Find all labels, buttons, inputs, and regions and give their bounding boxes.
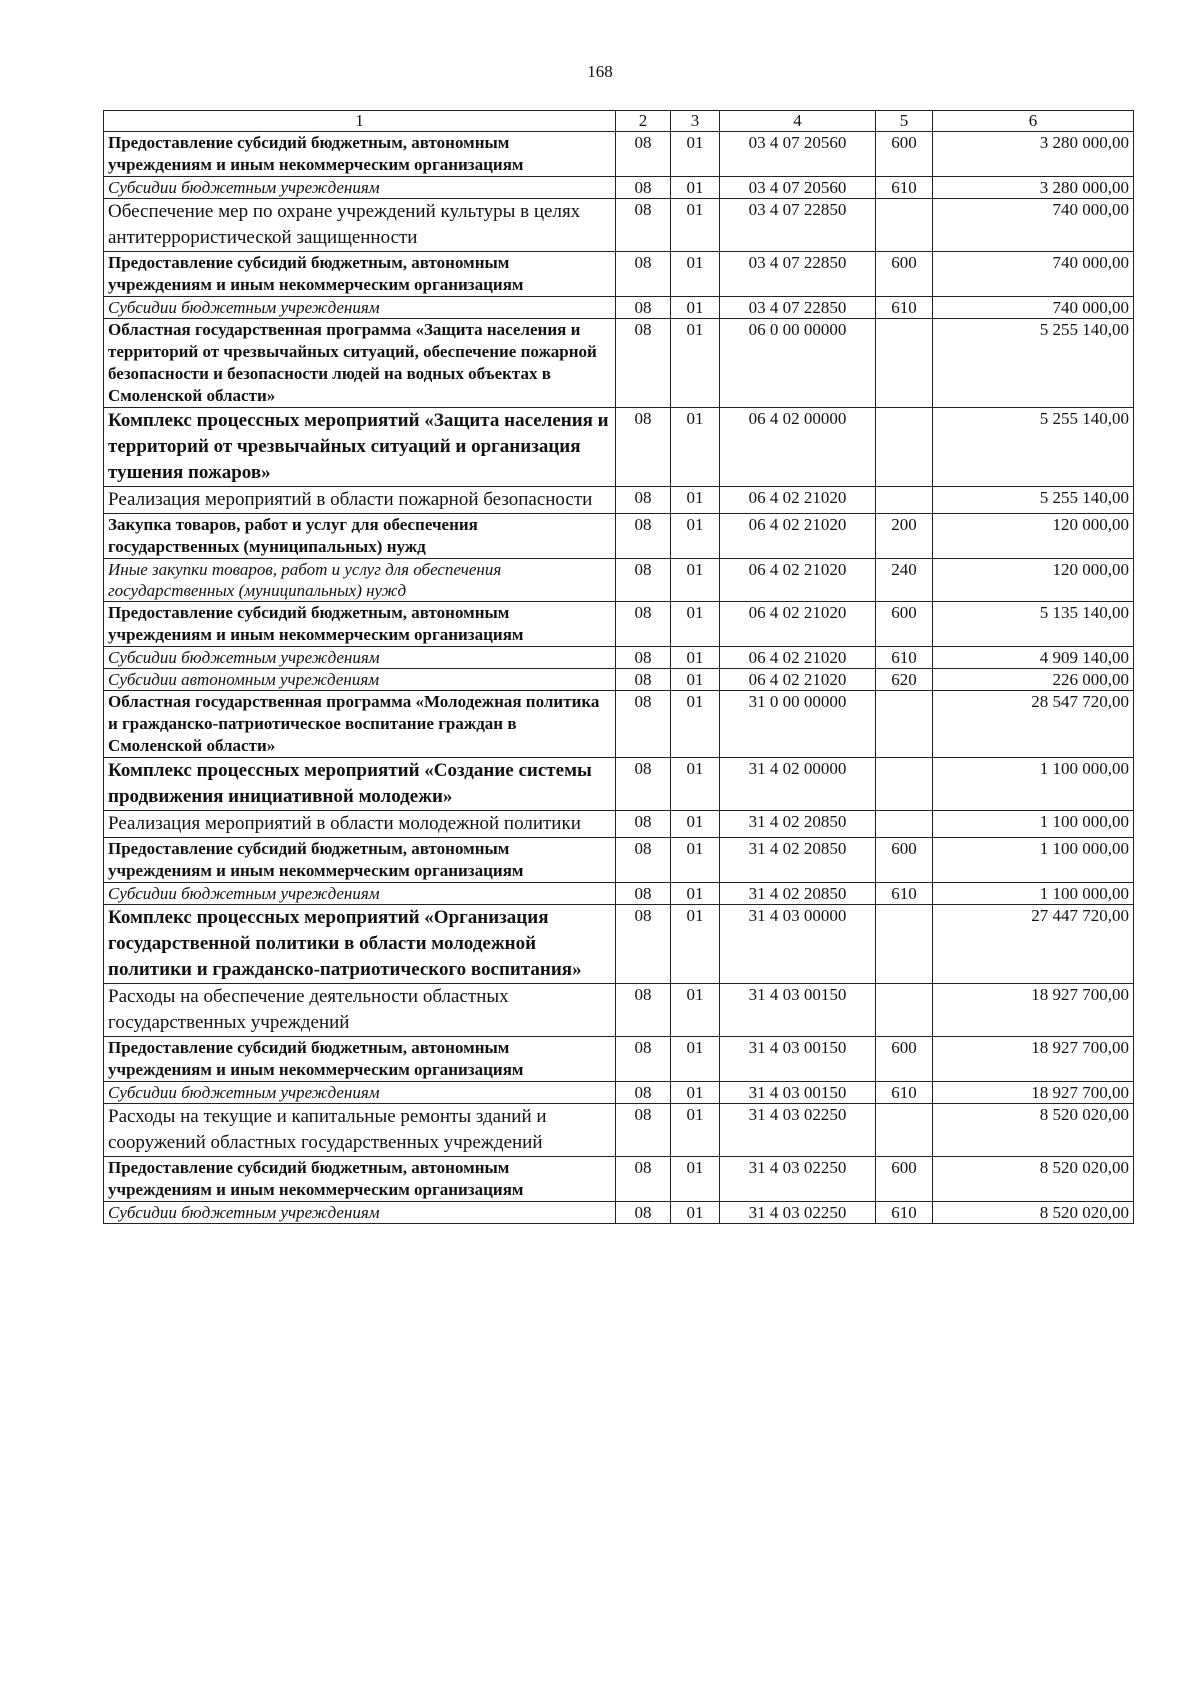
row-expense-type-cell: 600 xyxy=(876,602,933,647)
row-expense-type-cell xyxy=(876,199,933,252)
row-subsection-cell: 01 xyxy=(671,1157,720,1202)
row-expense-type-cell: 600 xyxy=(876,252,933,297)
row-subsection-cell: 01 xyxy=(671,1104,720,1157)
row-amount-cell: 5 255 140,00 xyxy=(933,408,1134,487)
table-row xyxy=(104,132,1134,177)
row-name-cell: Областная государственная программа «Молодежная политика и гражданско-патриотическое воспитание граждан в Смоленской области» xyxy=(104,691,616,758)
row-expense-type-cell: 610 xyxy=(876,883,933,905)
row-name-cell: Иные закупки товаров, работ и услуг для обеспечения государственных (муниципальных) нужд xyxy=(104,559,616,602)
row-expense-type-cell xyxy=(876,319,933,408)
row-target-code-cell: 06 4 02 21020 xyxy=(720,559,876,602)
row-name-cell: Комплекс процессных мероприятий «Создание системы продвижения инициативной молодежи» xyxy=(104,758,616,811)
row-section-cell: 08 xyxy=(616,132,671,177)
row-name-cell: Субсидии бюджетным учреждениям xyxy=(104,1202,616,1224)
row-section-cell: 08 xyxy=(616,905,671,984)
row-subsection-cell: 01 xyxy=(671,669,720,691)
row-section-cell: 08 xyxy=(616,691,671,758)
row-section-cell: 08 xyxy=(616,297,671,319)
row-target-code-cell: 06 4 02 21020 xyxy=(720,647,876,669)
row-expense-type-cell: 610 xyxy=(876,177,933,199)
row-section-cell: 08 xyxy=(616,252,671,297)
row-name-cell: Комплекс процессных мероприятий «Организация государственной политики в области молодежной политики и гражданско-патриотического воспитания» xyxy=(104,905,616,984)
row-amount-cell: 18 927 700,00 xyxy=(933,1037,1134,1082)
row-section-cell: 08 xyxy=(616,559,671,602)
row-target-code-cell: 31 4 03 00000 xyxy=(720,905,876,984)
table-row xyxy=(104,199,1134,252)
row-expense-type-cell xyxy=(876,905,933,984)
table-row xyxy=(104,1082,1134,1104)
row-target-code-cell: 06 4 02 00000 xyxy=(720,408,876,487)
header-row xyxy=(104,111,1134,132)
row-subsection-cell: 01 xyxy=(671,883,720,905)
row-subsection-cell: 01 xyxy=(671,177,720,199)
row-subsection-cell: 01 xyxy=(671,602,720,647)
row-expense-type-cell xyxy=(876,1104,933,1157)
row-target-code-cell: 31 4 03 02250 xyxy=(720,1202,876,1224)
row-subsection-cell: 01 xyxy=(671,984,720,1037)
row-section-cell: 08 xyxy=(616,199,671,252)
row-amount-cell: 28 547 720,00 xyxy=(933,691,1134,758)
row-name-cell: Закупка товаров, работ и услуг для обеспечения государственных (муниципальных) нужд xyxy=(104,514,616,559)
table-row xyxy=(104,487,1134,514)
row-name-cell: Предоставление субсидий бюджетным, автономным учреждениям и иным некоммерческим организациям xyxy=(104,838,616,883)
table-row xyxy=(104,984,1134,1037)
row-amount-cell: 1 100 000,00 xyxy=(933,883,1134,905)
table-row xyxy=(104,647,1134,669)
row-target-code-cell: 31 4 03 00150 xyxy=(720,984,876,1037)
row-subsection-cell: 01 xyxy=(671,1202,720,1224)
row-subsection-cell: 01 xyxy=(671,811,720,838)
table-row xyxy=(104,1037,1134,1082)
row-section-cell: 08 xyxy=(616,514,671,559)
table-row xyxy=(104,1202,1134,1224)
row-subsection-cell: 01 xyxy=(671,199,720,252)
row-expense-type-cell: 600 xyxy=(876,132,933,177)
row-expense-type-cell xyxy=(876,984,933,1037)
row-amount-cell: 120 000,00 xyxy=(933,514,1134,559)
row-amount-cell: 5 135 140,00 xyxy=(933,602,1134,647)
row-name-cell: Реализация мероприятий в области молодежной политики xyxy=(104,811,616,838)
row-subsection-cell: 01 xyxy=(671,559,720,602)
row-expense-type-cell: 240 xyxy=(876,559,933,602)
table-row xyxy=(104,1157,1134,1202)
row-name-cell: Комплекс процессных мероприятий «Защита населения и территорий от чрезвычайных ситуаций и организация тушения пожаров» xyxy=(104,408,616,487)
row-name-cell: Предоставление субсидий бюджетным, автономным учреждениям и иным некоммерческим организациям xyxy=(104,132,616,177)
row-expense-type-cell: 610 xyxy=(876,297,933,319)
row-amount-cell: 120 000,00 xyxy=(933,559,1134,602)
row-expense-type-cell: 600 xyxy=(876,838,933,883)
table-body xyxy=(104,132,1134,1224)
row-amount-cell: 740 000,00 xyxy=(933,199,1134,252)
row-subsection-cell: 01 xyxy=(671,319,720,408)
row-subsection-cell: 01 xyxy=(671,514,720,559)
row-name-cell: Предоставление субсидий бюджетным, автономным учреждениям и иным некоммерческим организациям xyxy=(104,1037,616,1082)
row-subsection-cell: 01 xyxy=(671,838,720,883)
row-name-cell: Субсидии бюджетным учреждениям xyxy=(104,647,616,669)
row-amount-cell: 27 447 720,00 xyxy=(933,905,1134,984)
column-header-6: 6 xyxy=(933,111,1134,132)
row-amount-cell: 740 000,00 xyxy=(933,252,1134,297)
row-target-code-cell: 03 4 07 20560 xyxy=(720,132,876,177)
row-amount-cell: 226 000,00 xyxy=(933,669,1134,691)
budget-table xyxy=(103,110,1134,1224)
row-name-cell: Предоставление субсидий бюджетным, автономным учреждениям и иным некоммерческим организациям xyxy=(104,1157,616,1202)
row-target-code-cell: 31 4 02 00000 xyxy=(720,758,876,811)
row-target-code-cell: 06 4 02 21020 xyxy=(720,602,876,647)
column-header-2: 2 xyxy=(616,111,671,132)
row-section-cell: 08 xyxy=(616,1037,671,1082)
row-target-code-cell: 06 4 02 21020 xyxy=(720,514,876,559)
row-name-cell: Областная государственная программа «Защита населения и территорий от чрезвычайных ситуаций, обеспечение пожарной безопасности и безопасности людей на водных объектах в Смоленской области» xyxy=(104,319,616,408)
table-row xyxy=(104,1104,1134,1157)
row-amount-cell: 3 280 000,00 xyxy=(933,132,1134,177)
row-subsection-cell: 01 xyxy=(671,905,720,984)
row-target-code-cell: 31 4 02 20850 xyxy=(720,838,876,883)
row-expense-type-cell xyxy=(876,408,933,487)
row-amount-cell: 1 100 000,00 xyxy=(933,838,1134,883)
row-section-cell: 08 xyxy=(616,319,671,408)
row-section-cell: 08 xyxy=(616,883,671,905)
row-name-cell: Предоставление субсидий бюджетным, автономным учреждениям и иным некоммерческим организациям xyxy=(104,602,616,647)
row-expense-type-cell: 600 xyxy=(876,1157,933,1202)
table-row xyxy=(104,669,1134,691)
row-target-code-cell: 06 4 02 21020 xyxy=(720,669,876,691)
table-row xyxy=(104,883,1134,905)
table-row xyxy=(104,758,1134,811)
row-expense-type-cell: 620 xyxy=(876,669,933,691)
table-row xyxy=(104,602,1134,647)
row-subsection-cell: 01 xyxy=(671,1082,720,1104)
row-target-code-cell: 31 0 00 00000 xyxy=(720,691,876,758)
row-expense-type-cell xyxy=(876,691,933,758)
column-header-4: 4 xyxy=(720,111,876,132)
row-name-cell: Предоставление субсидий бюджетным, автономным учреждениям и иным некоммерческим организациям xyxy=(104,252,616,297)
row-name-cell: Субсидии бюджетным учреждениям xyxy=(104,1082,616,1104)
row-target-code-cell: 03 4 07 22850 xyxy=(720,199,876,252)
table-header xyxy=(104,111,1134,132)
row-expense-type-cell: 600 xyxy=(876,1037,933,1082)
row-section-cell: 08 xyxy=(616,602,671,647)
table-row xyxy=(104,691,1134,758)
row-expense-type-cell: 200 xyxy=(876,514,933,559)
row-section-cell: 08 xyxy=(616,838,671,883)
row-expense-type-cell: 610 xyxy=(876,1202,933,1224)
row-target-code-cell: 31 4 03 00150 xyxy=(720,1037,876,1082)
row-subsection-cell: 01 xyxy=(671,408,720,487)
table-row xyxy=(104,177,1134,199)
row-target-code-cell: 31 4 02 20850 xyxy=(720,811,876,838)
row-target-code-cell: 06 4 02 21020 xyxy=(720,487,876,514)
row-section-cell: 08 xyxy=(616,1082,671,1104)
row-section-cell: 08 xyxy=(616,984,671,1037)
table-row xyxy=(104,905,1134,984)
row-name-cell: Расходы на обеспечение деятельности областных государственных учреждений xyxy=(104,984,616,1037)
row-section-cell: 08 xyxy=(616,1104,671,1157)
row-amount-cell: 740 000,00 xyxy=(933,297,1134,319)
row-target-code-cell: 03 4 07 22850 xyxy=(720,297,876,319)
table-row xyxy=(104,559,1134,602)
row-section-cell: 08 xyxy=(616,487,671,514)
row-amount-cell: 1 100 000,00 xyxy=(933,758,1134,811)
column-header-1: 1 xyxy=(104,111,616,132)
row-amount-cell: 8 520 020,00 xyxy=(933,1104,1134,1157)
table-row xyxy=(104,514,1134,559)
row-section-cell: 08 xyxy=(616,1157,671,1202)
row-name-cell: Обеспечение мер по охране учреждений культуры в целях антитеррористической защищенности xyxy=(104,199,616,252)
row-name-cell: Субсидии бюджетным учреждениям xyxy=(104,883,616,905)
column-header-3: 3 xyxy=(671,111,720,132)
row-subsection-cell: 01 xyxy=(671,758,720,811)
table-row xyxy=(104,319,1134,408)
row-amount-cell: 3 280 000,00 xyxy=(933,177,1134,199)
row-amount-cell: 18 927 700,00 xyxy=(933,984,1134,1037)
row-subsection-cell: 01 xyxy=(671,297,720,319)
row-amount-cell: 5 255 140,00 xyxy=(933,319,1134,408)
row-expense-type-cell: 610 xyxy=(876,1082,933,1104)
row-subsection-cell: 01 xyxy=(671,1037,720,1082)
row-section-cell: 08 xyxy=(616,408,671,487)
row-name-cell: Субсидии бюджетным учреждениям xyxy=(104,177,616,199)
column-header-5: 5 xyxy=(876,111,933,132)
row-section-cell: 08 xyxy=(616,758,671,811)
row-expense-type-cell xyxy=(876,758,933,811)
row-target-code-cell: 31 4 03 02250 xyxy=(720,1157,876,1202)
row-subsection-cell: 01 xyxy=(671,647,720,669)
row-section-cell: 08 xyxy=(616,647,671,669)
row-name-cell: Реализация мероприятий в области пожарной безопасности xyxy=(104,487,616,514)
row-target-code-cell: 03 4 07 22850 xyxy=(720,252,876,297)
row-name-cell: Расходы на текущие и капитальные ремонты зданий и сооружений областных государственных учреждений xyxy=(104,1104,616,1157)
table-row xyxy=(104,297,1134,319)
row-amount-cell: 5 255 140,00 xyxy=(933,487,1134,514)
row-target-code-cell: 31 4 02 20850 xyxy=(720,883,876,905)
row-target-code-cell: 03 4 07 20560 xyxy=(720,177,876,199)
row-amount-cell: 4 909 140,00 xyxy=(933,647,1134,669)
row-amount-cell: 8 520 020,00 xyxy=(933,1202,1134,1224)
row-expense-type-cell xyxy=(876,811,933,838)
table-row xyxy=(104,838,1134,883)
row-target-code-cell: 31 4 03 02250 xyxy=(720,1104,876,1157)
row-amount-cell: 1 100 000,00 xyxy=(933,811,1134,838)
row-section-cell: 08 xyxy=(616,669,671,691)
row-section-cell: 08 xyxy=(616,811,671,838)
row-expense-type-cell xyxy=(876,487,933,514)
row-target-code-cell: 06 0 00 00000 xyxy=(720,319,876,408)
row-amount-cell: 8 520 020,00 xyxy=(933,1157,1134,1202)
row-target-code-cell: 31 4 03 00150 xyxy=(720,1082,876,1104)
table-row xyxy=(104,252,1134,297)
row-amount-cell: 18 927 700,00 xyxy=(933,1082,1134,1104)
table-row xyxy=(104,408,1134,487)
row-subsection-cell: 01 xyxy=(671,487,720,514)
row-name-cell: Субсидии автономным учреждениям xyxy=(104,669,616,691)
row-subsection-cell: 01 xyxy=(671,691,720,758)
page-number: 168 xyxy=(587,62,613,81)
row-subsection-cell: 01 xyxy=(671,132,720,177)
row-subsection-cell: 01 xyxy=(671,252,720,297)
row-expense-type-cell: 610 xyxy=(876,647,933,669)
row-section-cell: 08 xyxy=(616,1202,671,1224)
row-name-cell: Субсидии бюджетным учреждениям xyxy=(104,297,616,319)
table-row xyxy=(104,811,1134,838)
row-section-cell: 08 xyxy=(616,177,671,199)
